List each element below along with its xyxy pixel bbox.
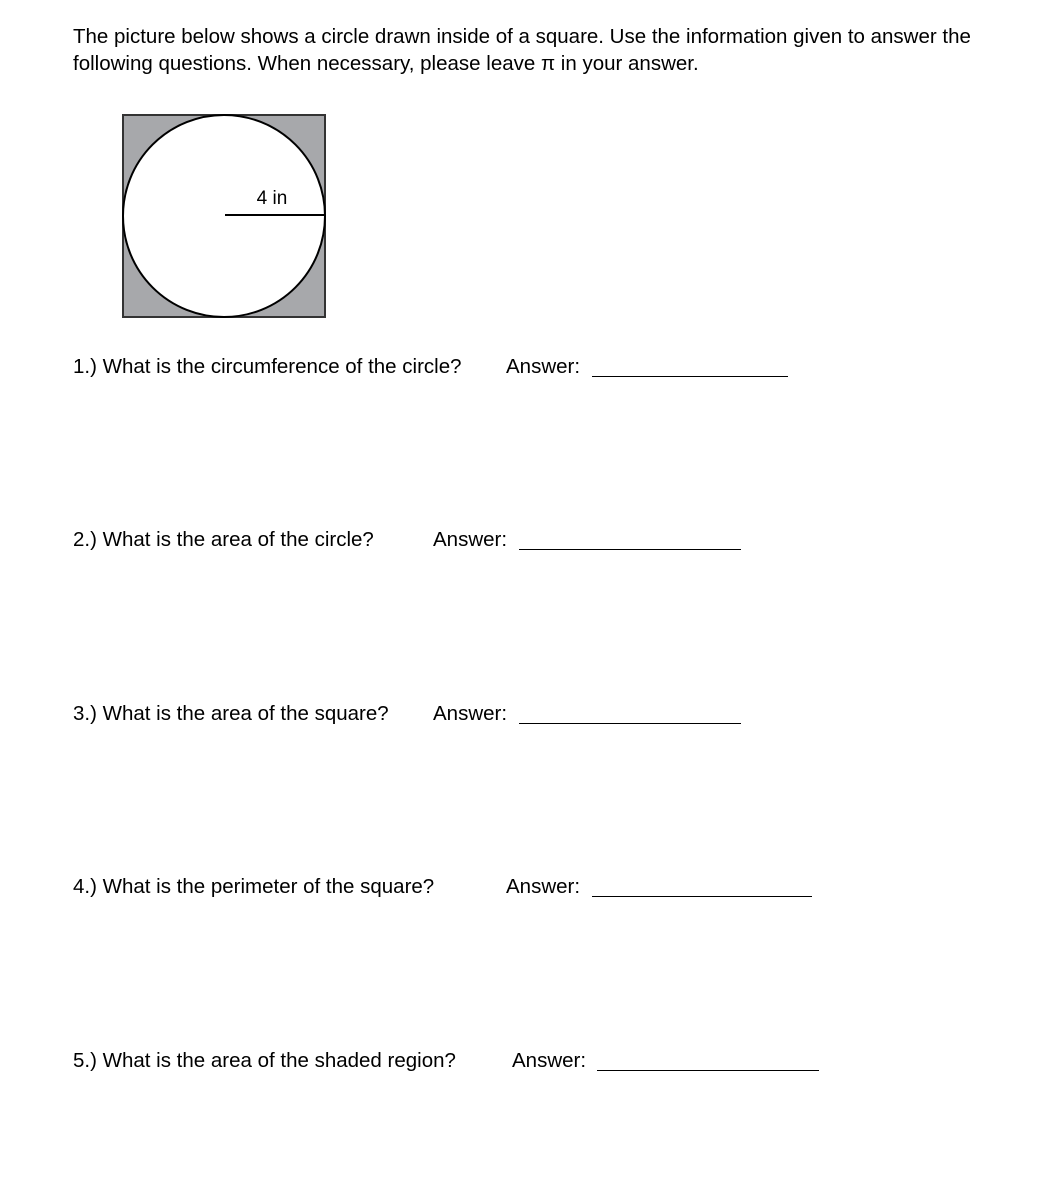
radius-label: 4 in: [256, 188, 288, 209]
instructions-text: The picture below shows a circle drawn inside of a square. Use the information given to answer the following questions. When necessary, please leave π in your answer.: [73, 25, 971, 75]
question-4-answer-line[interactable]: [592, 896, 812, 897]
question-1-answer-line[interactable]: [592, 376, 788, 377]
question-5-answer-line[interactable]: [597, 1070, 819, 1071]
question-3-answer-label: Answer:: [433, 702, 508, 725]
figure-svg: [120, 112, 328, 320]
question-5-answer-label: Answer:: [512, 1049, 587, 1072]
question-4-answer-label: Answer:: [506, 875, 581, 898]
question-3-text: 3.) What is the area of the square?: [73, 702, 389, 725]
question-1-text: 1.) What is the circumference of the circle?: [73, 355, 462, 378]
question-2-text: 2.) What is the area of the circle?: [73, 528, 374, 551]
circle-in-square-figure: [120, 112, 328, 320]
question-2-answer-label: Answer:: [433, 528, 508, 551]
question-3-answer-line[interactable]: [519, 723, 741, 724]
question-5-text: 5.) What is the area of the shaded region?: [73, 1049, 456, 1072]
question-4-text: 4.) What is the perimeter of the square?: [73, 875, 435, 898]
question-1-answer-label: Answer:: [506, 355, 581, 378]
question-2-answer-line[interactable]: [519, 549, 741, 550]
